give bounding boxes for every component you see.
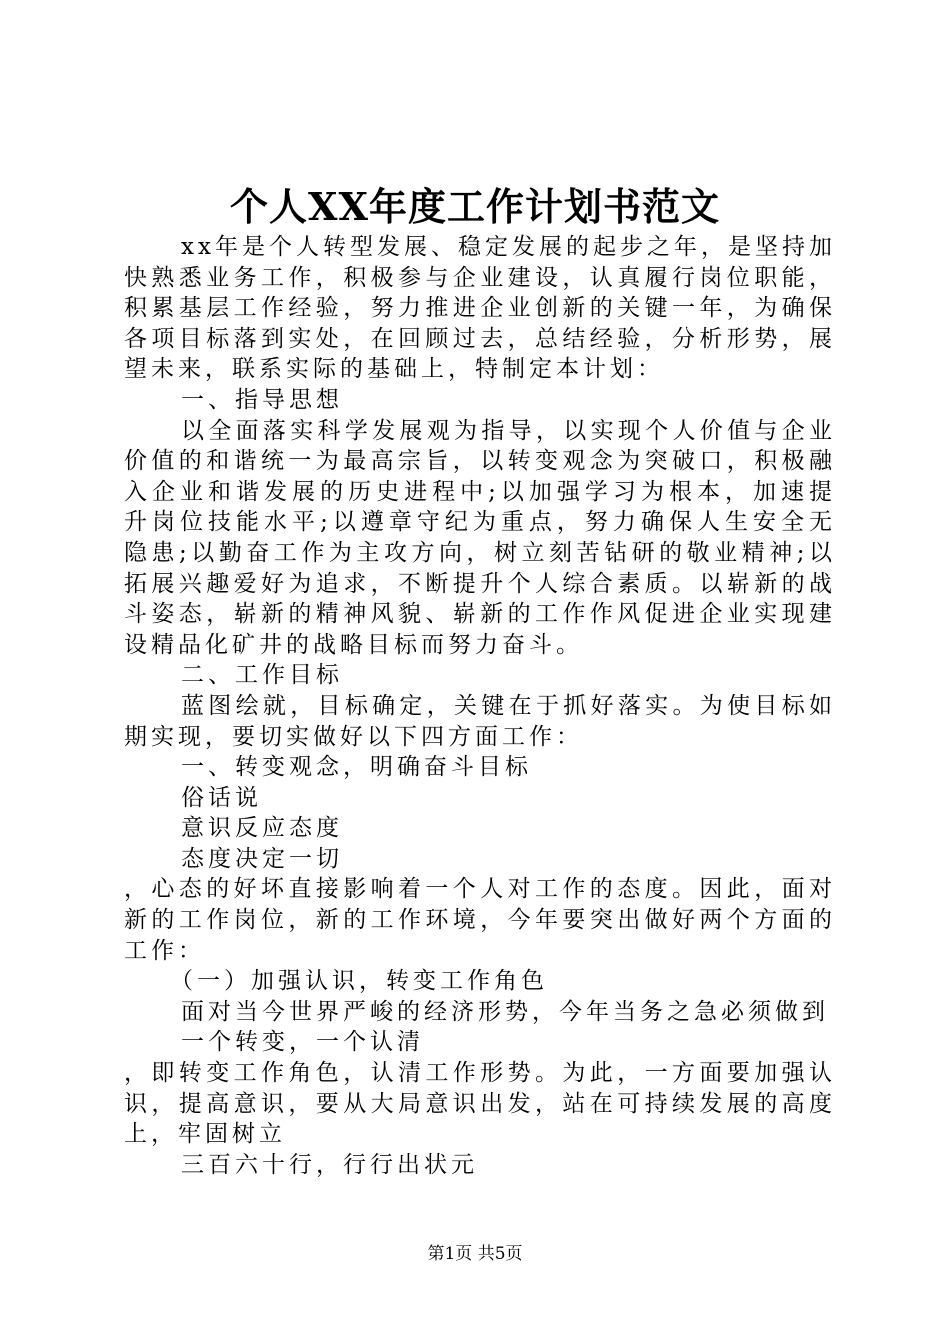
guiding-ideology-paragraph: 以全面落实科学发展观为指导，以实现个人价值与企业价值的和谐统一为最高宗旨，以转变观念为突破口，积极融入企业和谐发展的历史进程中;以加强学习为根本，加速提升岗位技能水平;以遵章守纪为重点，努力确保人生安全无隐患;以勤奋工作为主攻方向，树立刻苦钻研的敬业精神;以拓展兴趣爱好为追求，不断提升个人综合素质。以崭新的战斗姿态，崭新的精神风貌、崭新的工作作风促进企业实现建设精品化矿井的战略目标而努力奋斗。 <box>124 417 836 658</box>
document-title: 个人XX年度工作计划书范文 <box>230 184 720 229</box>
page-number-footer: 第1页 共5页 <box>427 1244 523 1264</box>
subsection-heading-strengthen-awareness: （一）加强认识，转变工作角色 <box>170 968 548 995</box>
text-line: 俗话说 <box>181 784 262 811</box>
text-line: 意识反应态度 <box>181 815 343 842</box>
section-heading-guiding-ideology: 一、指导思想 <box>181 386 343 413</box>
work-goals-paragraph: 蓝图绘就，目标确定，关键在于抓好落实。为使目标如期实现，要切实做好以下四方面工作： <box>124 692 836 750</box>
text-line: 一个转变，一个认清 <box>181 1029 424 1056</box>
intro-paragraph: xx年是个人转型发展、稳定发展的起步之年，是坚持加快熟悉业务工作，积极参与企业建设，认真履行岗位职能，积累基层工作经验，努力推进企业创新的关键一年，为确保各项目标落到实处，在回顾过去，总结经验，分析形势，展望未来，联系实际的基础上，特制定本计划： <box>124 234 836 383</box>
text-line: 面对当今世界严峻的经济形势，今年当务之急必须做到 <box>181 998 829 1025</box>
subsection-heading-change-mindset: 一、转变观念，明确奋斗目标 <box>181 754 532 781</box>
document-body <box>124 232 836 1180</box>
text-line: 三百六十行，行行出状元 <box>181 1151 478 1178</box>
text-paragraph: ，即转变工作角色，认清工作形势。为此，一方面要加强认识，提高意识，要从大局意识出发，站在可持续发展的高度上，牢固树立 <box>124 1060 836 1148</box>
text-paragraph: ，心态的好坏直接影响着一个人对工作的态度。因此，面对新的工作岗位，新的工作环境，今年要突出做好两个方面的工作： <box>124 876 836 964</box>
text-line: 态度决定一切 <box>181 845 343 872</box>
section-heading-work-goals: 二、工作目标 <box>181 662 343 689</box>
